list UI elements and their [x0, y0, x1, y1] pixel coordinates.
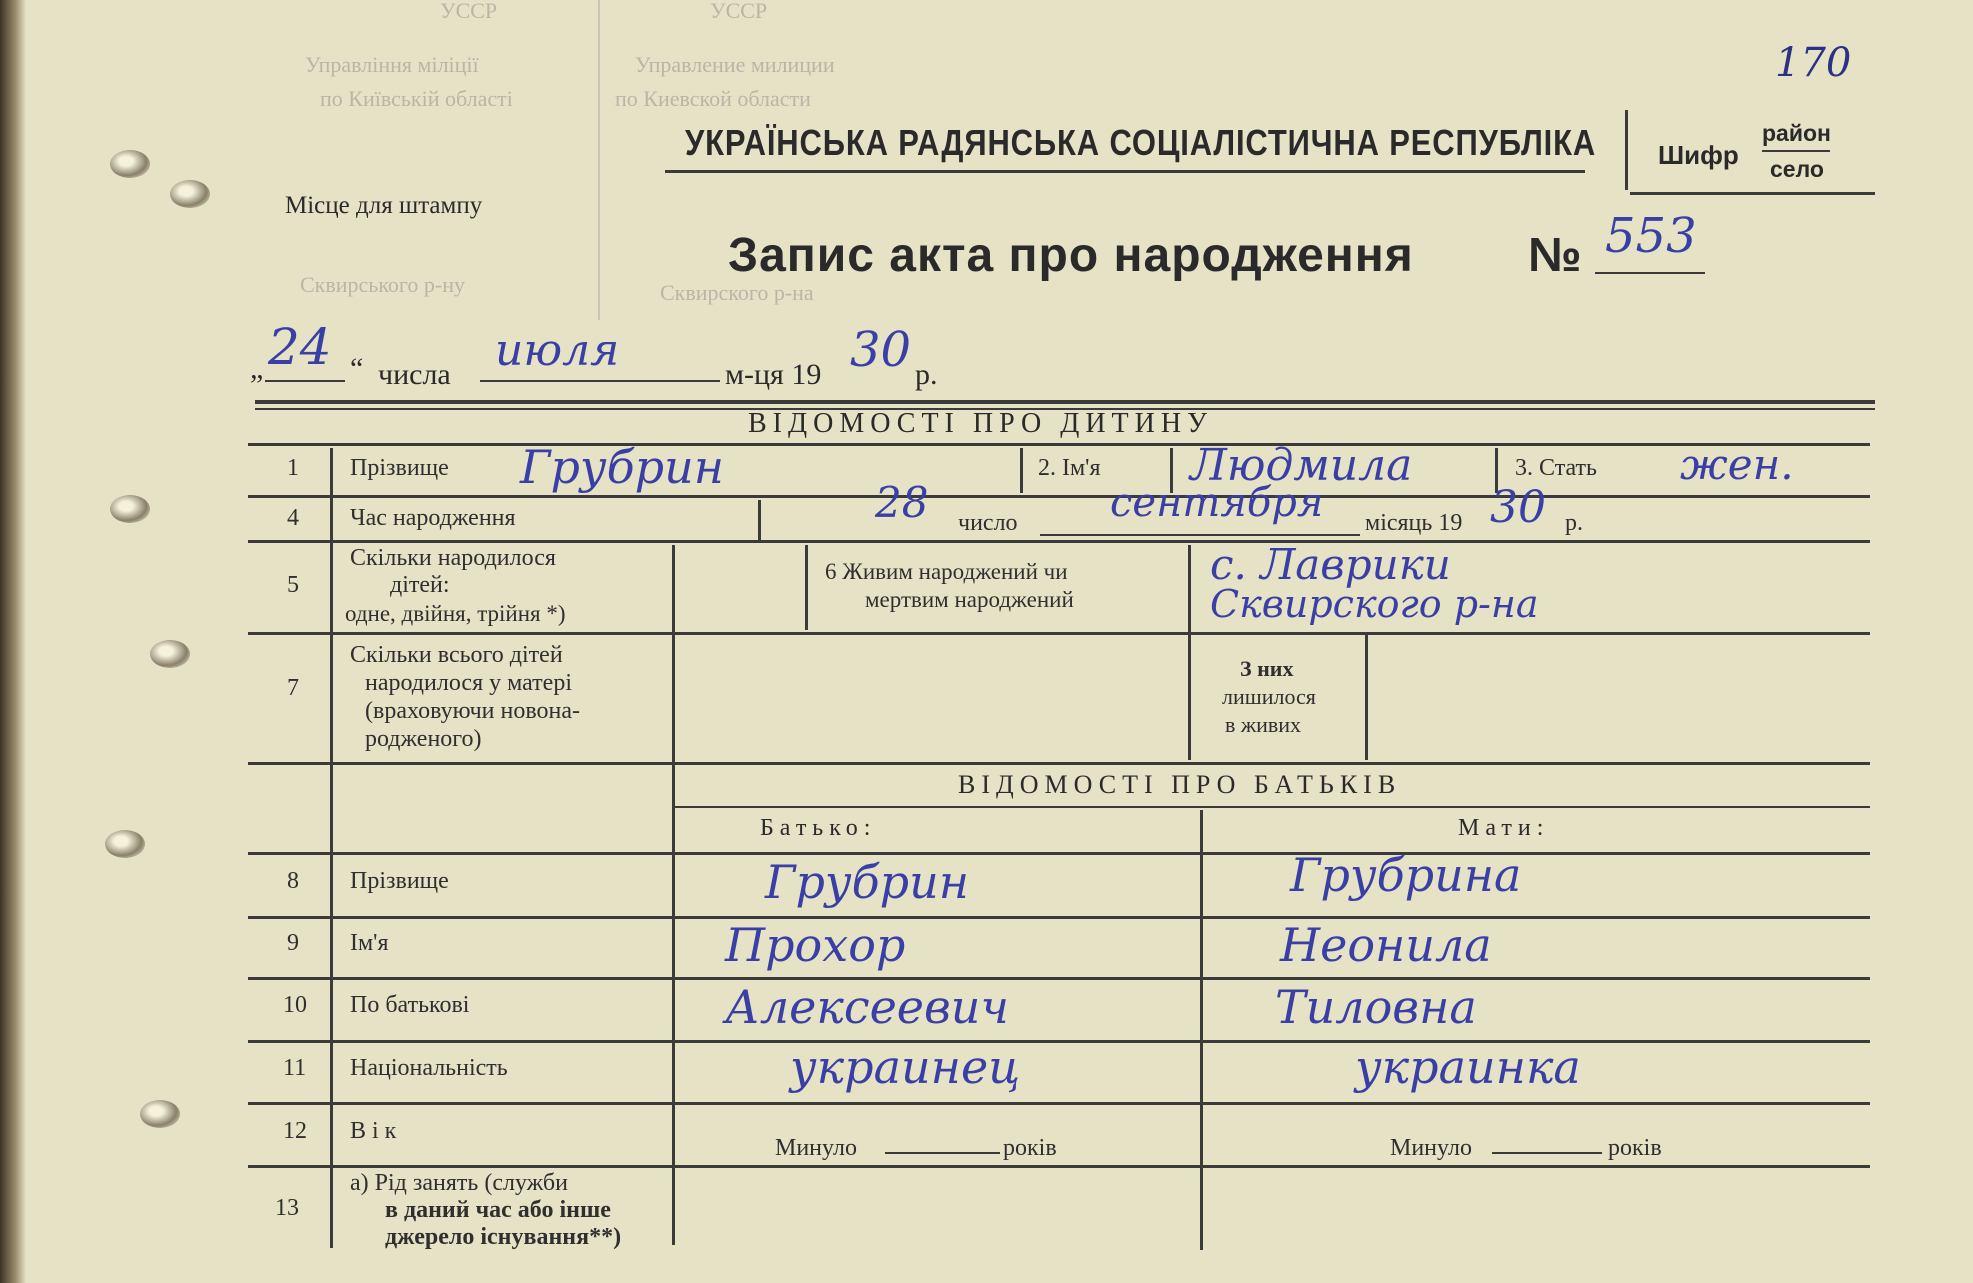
father-nationality: украинец: [790, 1040, 1021, 1094]
total-children-label: Скільки всього дітей: [350, 642, 563, 668]
record-number: 553: [1605, 208, 1697, 264]
occupation-label: в даний час або інше: [385, 1197, 611, 1223]
table-rule: [248, 540, 1870, 543]
table-column-rule: [758, 500, 761, 540]
father-age-label: Минуло: [775, 1135, 857, 1161]
mother-nationality: украинка: [1355, 1040, 1581, 1094]
alive-dead-label: мертвим народжений: [865, 587, 1074, 612]
republic-title: УКРАЇНСЬКА РАДЯНСЬКА СОЦІАЛІСТИЧНА РЕСПУБЛІКА: [685, 122, 1597, 163]
table-rule: [248, 632, 1870, 635]
cipher-fraction-line: [1762, 150, 1830, 152]
cipher-district: район: [1762, 120, 1831, 146]
child-surname: Грубрин: [520, 440, 725, 494]
faint-stamp-text: Сквирского р-на: [660, 280, 814, 305]
date-day-underline: [265, 380, 345, 382]
number-sign: №: [1528, 229, 1582, 282]
mother-age-blank: [1492, 1152, 1602, 1154]
children-count-label: Скільки народилося: [350, 545, 556, 571]
mother-header: Мати:: [1458, 815, 1550, 841]
punch-hole: [170, 180, 210, 208]
date-month-label: м-ця 19: [725, 358, 822, 391]
birth-day: 28: [875, 478, 929, 527]
father-surname: Грубрин: [765, 855, 970, 909]
mother-age-label: Минуло: [1390, 1135, 1472, 1161]
surname-label: Прізвище: [350, 455, 449, 481]
birth-year-label: р.: [1565, 510, 1583, 536]
table-rule: [248, 762, 1870, 765]
age-label: Вік: [350, 1118, 403, 1144]
faint-stamp-text: Управління міліції: [305, 52, 479, 77]
birth-month-underline: [1040, 534, 1360, 536]
cipher-divider: [1625, 110, 1628, 190]
child-name: Людмила: [1190, 440, 1413, 491]
total-children-label: родженого): [365, 726, 482, 752]
table-column-rule: [1200, 810, 1203, 1250]
children-count-label: одне, двійня, трійня *): [345, 601, 566, 626]
punch-hole: [110, 150, 150, 178]
date-open-quote: „: [250, 352, 264, 385]
faint-stamp-text: по Київській області: [320, 86, 513, 111]
table-column-rule: [805, 545, 808, 630]
alive-dead-label: 6 Живим народжений чи: [825, 559, 1068, 584]
date-close-quote: “: [350, 352, 364, 385]
punch-hole: [140, 1100, 180, 1128]
mother-patronymic: Тиловна: [1275, 980, 1477, 1034]
row-number: 4: [287, 505, 299, 531]
date-day: 24: [268, 318, 332, 376]
table-column-rule: [330, 448, 333, 1248]
table-rule: [248, 443, 1870, 446]
total-children-label: (враховуючи новона-: [365, 698, 581, 724]
father-name: Прохор: [725, 918, 906, 972]
date-month-underline: [480, 380, 720, 382]
birth-day-label: число: [958, 510, 1018, 536]
alive-children-label: З них: [1240, 656, 1294, 681]
date-year: 30: [850, 322, 912, 378]
row-number: 1: [287, 455, 299, 481]
table-column-rule: [1020, 448, 1023, 493]
row-number: 5: [287, 572, 299, 598]
occupation-label: а) Рід занять (служби: [350, 1170, 568, 1196]
birth-time-label: Час народження: [350, 505, 516, 531]
patronymic-label: По батькові: [350, 992, 470, 1018]
row-number: 13: [275, 1195, 299, 1221]
birth-place-district: Сквирского р-на: [1210, 582, 1539, 626]
sex-label: 3. Стать: [1515, 455, 1597, 481]
name-label: 2. Ім'я: [1038, 455, 1101, 481]
card-edge-shadow: [0, 0, 26, 1283]
parent-name-label: Ім'я: [350, 930, 389, 956]
birth-month-label: місяць 19: [1365, 510, 1463, 536]
table-rule: [248, 1040, 1870, 1043]
father-age-blank: [885, 1152, 1000, 1154]
child-section-title: ВІДОМОСТІ ПРО ДИТИНУ: [748, 408, 1213, 439]
row-number: 12: [283, 1118, 307, 1144]
birth-month: сентября: [1110, 480, 1324, 526]
date-day-label: числа: [378, 358, 451, 391]
faint-stamp-text: УССР: [710, 0, 768, 23]
row-number: 11: [283, 1055, 307, 1081]
row-number: 7: [287, 675, 299, 701]
republic-underline: [665, 170, 1585, 173]
table-rule: [675, 806, 1870, 808]
father-age-years: років: [1003, 1135, 1057, 1161]
date-month: июля: [495, 325, 620, 376]
father-patronymic: Алексеевич: [725, 980, 1010, 1034]
punch-hole: [110, 495, 150, 523]
stamp-place-label: Місце для штампу: [285, 192, 483, 219]
total-children-label: народилося у матері: [365, 670, 572, 696]
table-rule: [248, 1102, 1870, 1105]
row-number: 9: [287, 930, 299, 956]
punch-hole: [105, 830, 145, 858]
section-rule: [255, 400, 1875, 404]
cipher-village: село: [1770, 156, 1824, 182]
birth-place-village: с. Лаврики: [1210, 540, 1451, 589]
punch-hole: [150, 640, 190, 668]
faint-stamp-divider: [598, 0, 600, 320]
table-column-rule: [672, 545, 675, 1245]
cipher-label: Шифр: [1658, 140, 1739, 170]
table-rule: [248, 916, 1870, 919]
mother-surname: Грубрина: [1290, 848, 1522, 902]
mother-name: Неонила: [1280, 918, 1492, 972]
alive-children-label: лишилося: [1222, 684, 1316, 709]
row-number: 10: [283, 992, 307, 1018]
birth-year: 30: [1490, 482, 1546, 533]
child-sex: жен.: [1680, 440, 1794, 489]
faint-stamp-text: Сквирського р-ну: [300, 272, 465, 297]
alive-children-label: в живих: [1225, 712, 1302, 737]
occupation-label: джерело існування**): [385, 1224, 622, 1250]
father-header: Батько:: [760, 815, 877, 841]
page-number: 170: [1775, 40, 1852, 86]
children-count-label: дітей:: [390, 572, 450, 598]
faint-stamp-text: по Киевской области: [615, 86, 811, 111]
record-number-underline: [1595, 272, 1705, 274]
mother-age-years: років: [1608, 1135, 1662, 1161]
table-rule: [248, 852, 1870, 855]
cipher-underline: [1630, 192, 1875, 195]
parent-surname-label: Прізвище: [350, 868, 449, 894]
parents-section-title: ВІДОМОСТІ ПРО БАТЬКІВ: [958, 770, 1402, 799]
nationality-label: Національність: [350, 1055, 508, 1081]
table-column-rule: [1365, 635, 1368, 760]
date-year-label: р.: [915, 358, 938, 391]
table-rule: [248, 1165, 1870, 1168]
table-rule: [248, 495, 1870, 498]
faint-stamp-text: УССР: [440, 0, 498, 23]
table-rule: [248, 977, 1870, 980]
faint-stamp-text: Управление милиции: [635, 52, 835, 77]
document-title: Запис акта про народження: [728, 229, 1414, 282]
table-column-rule: [1188, 545, 1191, 760]
row-number: 8: [287, 868, 299, 894]
